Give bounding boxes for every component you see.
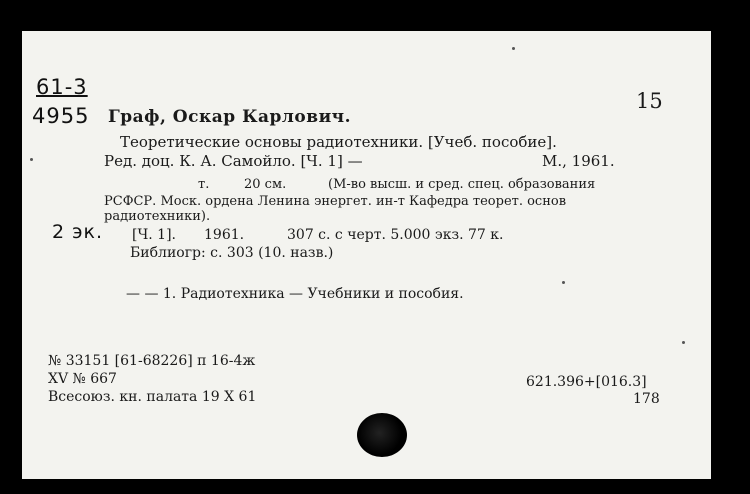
ink-speck bbox=[512, 47, 515, 50]
shelfmark-line2: 4955 bbox=[32, 104, 90, 128]
udc-subnumber: 178 bbox=[633, 391, 660, 407]
ink-speck bbox=[682, 341, 685, 344]
subject-heading: — — 1. Радиотехника — Учебники и пособия. bbox=[126, 286, 464, 302]
udc-classification: 621.396+[016.3] bbox=[526, 374, 647, 390]
book-chamber-imprint: Всесоюз. кн. палата 19 X 61 bbox=[48, 389, 257, 405]
ink-speck bbox=[562, 281, 565, 284]
punch-hole bbox=[357, 413, 407, 457]
title-line1: Теоретические основы радиотехники. [Учеб. пособие]. bbox=[120, 133, 557, 151]
library-catalog-card bbox=[22, 31, 711, 479]
volume-marker: т. bbox=[198, 177, 210, 192]
title-line2-imprint: М., 1961. bbox=[542, 152, 615, 170]
publisher-line1: (М-во высш. и сред. спец. образования bbox=[328, 177, 596, 192]
series-number: XV № 667 bbox=[48, 371, 117, 387]
volume-size: 20 см. bbox=[244, 177, 287, 192]
publisher-line3: радиотехники). bbox=[104, 209, 211, 224]
print-number: № 33151 [61-68226] п 16-4ж bbox=[48, 353, 256, 369]
publisher-line2: РСФСР. Моск. ордена Ленина энергет. ин-т Кафедра теорет. основ bbox=[104, 194, 567, 209]
shelfmark-line1: 61-3 bbox=[36, 75, 88, 99]
part-label: [Ч. 1]. bbox=[132, 227, 177, 243]
part-year: 1961. bbox=[204, 227, 245, 243]
author-heading: Граф, Оскар Карлович. bbox=[108, 107, 352, 127]
card-number: 15 bbox=[636, 89, 663, 113]
ink-speck bbox=[30, 158, 33, 161]
title-line2-editor: Ред. доц. К. А. Самойло. [Ч. 1] — bbox=[104, 152, 363, 170]
handwritten-copies-note: 2 эк. bbox=[52, 221, 104, 243]
bibliography-note: Библиогр: с. 303 (10. назв.) bbox=[130, 245, 334, 261]
part-details: 307 с. с черт. 5.000 экз. 77 к. bbox=[287, 227, 504, 243]
